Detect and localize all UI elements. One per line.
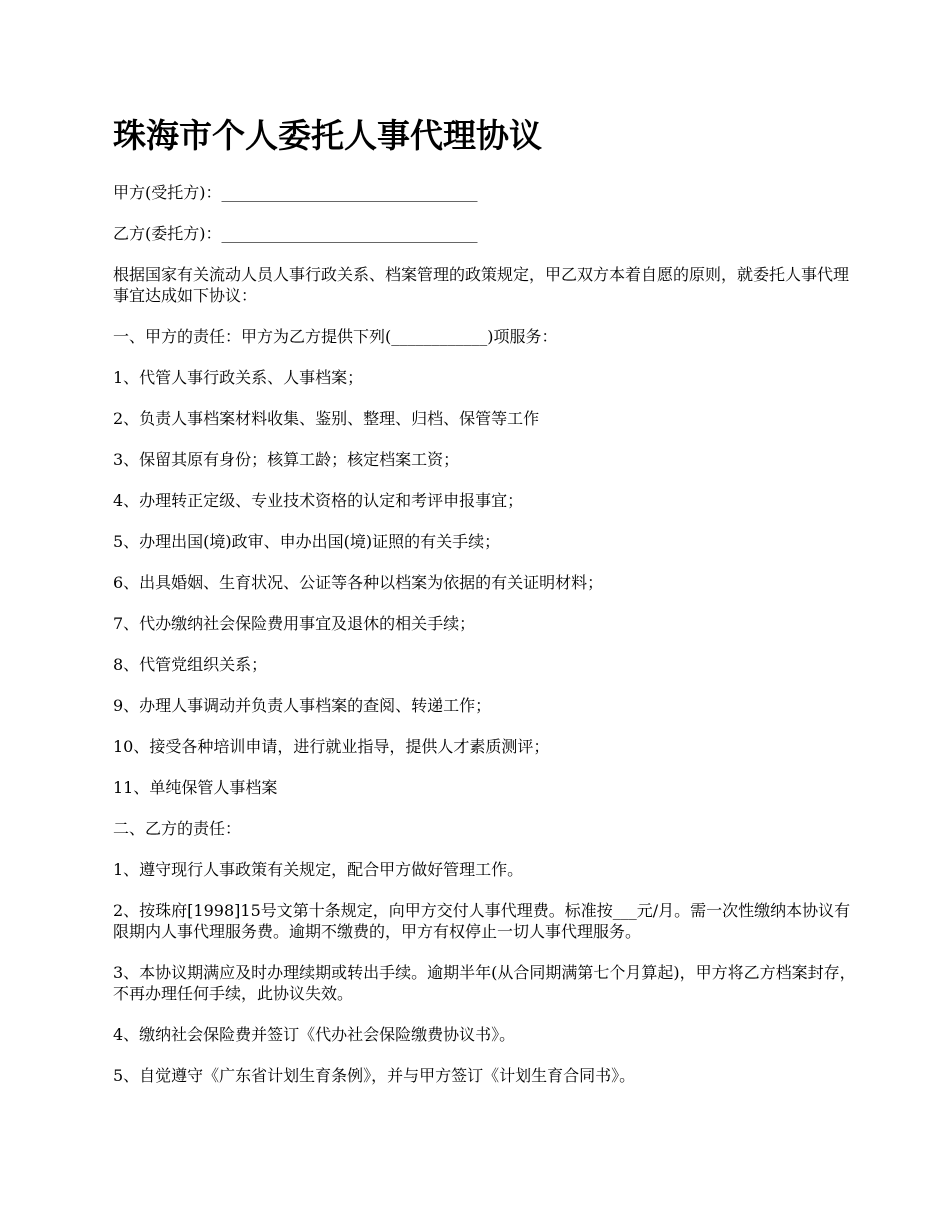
party-a-item: 7、代办缴纳社会保险费用事宜及退休的相关手续； [113, 614, 476, 633]
preamble-paragraph: 根据国家有关流动人员人事行政关系、档案管理的政策规定，甲乙双方本着自愿的原则，就委托人事代理事宜达成如下协议： [113, 265, 850, 305]
party-b-item: 4、缴纳社会保险费并签订《代办社会保险缴费协议书》。 [113, 1025, 516, 1044]
party-a-item: 10、接受各种培训申请，进行就业指导，提供人才素质测评； [113, 737, 550, 756]
party-a-item: 8、代管党组织关系； [113, 655, 268, 674]
party-b-item: 1、遵守现行人事政策有关规定，配合甲方做好管理工作。 [113, 860, 524, 879]
party-b-item: 2、按珠府[1998]15号文第十条规定，向甲方交付人事代理费。标准按___元/月。需一次性缴纳本协议有限期内人事代理服务费。逾期不缴费的，甲方有权停止一切人事代理服务。 [113, 901, 851, 941]
party-a-item: 9、办理人事调动并负责人事档案的查阅、转递工作； [113, 696, 492, 715]
party-a-item: 3、保留其原有身份；核算工龄；核定档案工资； [113, 450, 460, 469]
party-a-item: 5、办理出国(境)政审、申办出国(境)证照的有关手续； [113, 532, 501, 551]
party-a-item: 1、代管人事行政关系、人事档案； [113, 368, 364, 387]
document-page [113, 110, 858, 1106]
party-b-line: 乙方(委托方)：________________________________ [113, 224, 478, 243]
section-heading-party-b: 二、乙方的责任： [113, 819, 242, 838]
party-a-item: 11、单纯保管人事档案 [113, 778, 278, 797]
party-a-item: 6、出具婚姻、生育状况、公证等各种以档案为依据的有关证明材料； [113, 573, 604, 592]
party-a-item: 2、负责人事档案材料收集、鉴别、整理、归档、保管等工作 [113, 409, 540, 428]
party-a-line: 甲方(受托方)：________________________________ [113, 183, 478, 202]
party-a-item: 4、办理转正定级、专业技术资格的认定和考评申报事宜； [113, 491, 524, 510]
party-b-item: 3、本协议期满应及时办理续期或转出手续。逾期半年(从合同期满第七个月算起)，甲方将乙方档案封存，不再办理任何手续，此协议失效。 [113, 963, 856, 1003]
document-title: 珠海市个人委托人事代理协议 [113, 116, 542, 155]
party-b-item: 5、自觉遵守《广东省计划生育条例》，并与甲方签订《计划生育合同书》。 [113, 1066, 636, 1085]
section-heading-party-a: 一、甲方的责任：甲方为乙方提供下列(____________)项服务： [113, 327, 558, 346]
